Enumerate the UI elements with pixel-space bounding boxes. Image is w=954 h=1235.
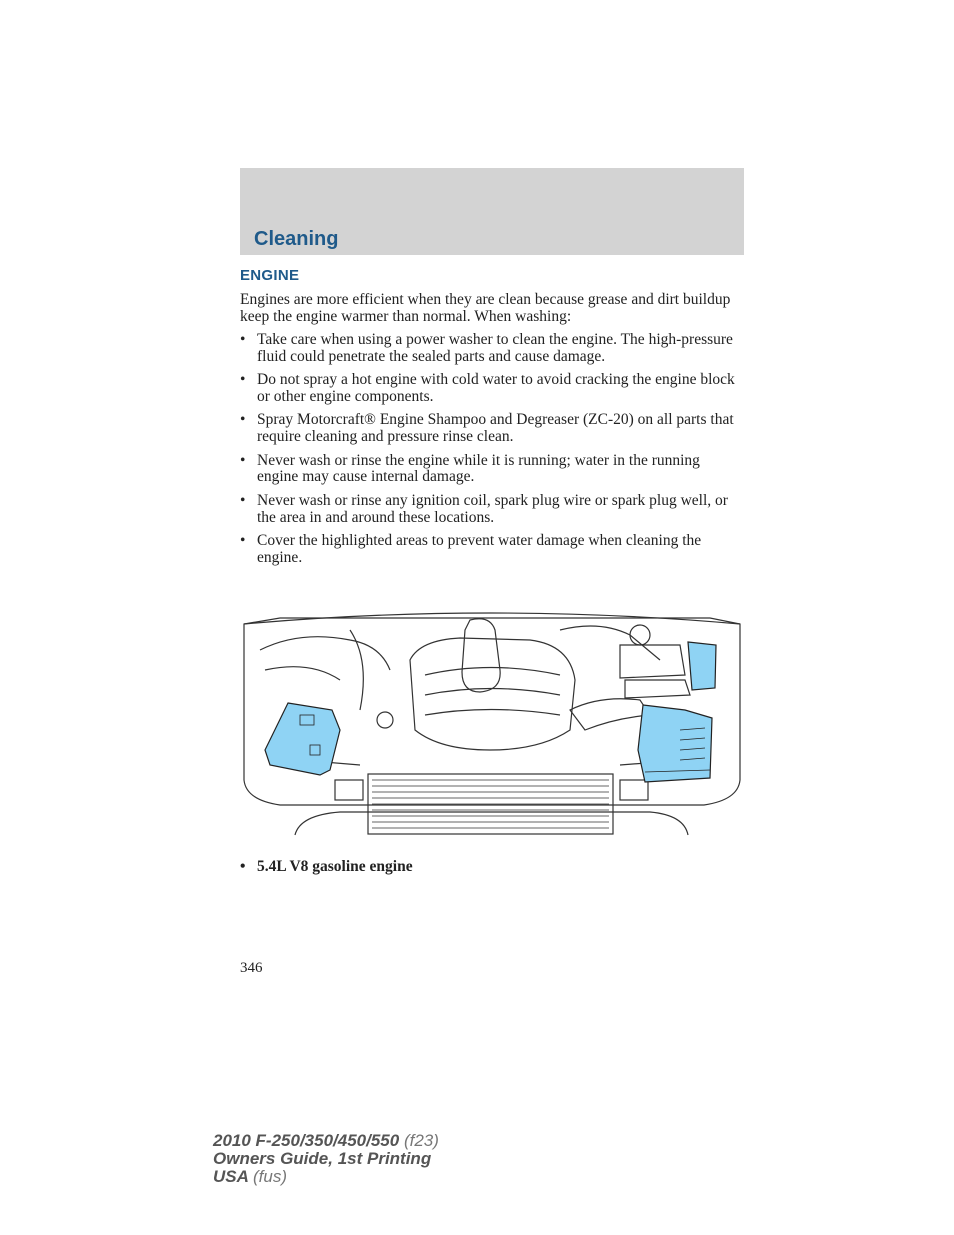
list-item: • Take care when using a power washer to clean the engine. The high-pressure fluid could penetrate the sealed parts and cause damage. <box>240 332 740 366</box>
list-item: • Cover the highlighted areas to prevent water damage when cleaning the engine. <box>240 533 740 567</box>
footer-line-3 <box>213 1168 439 1186</box>
footer <box>213 1132 439 1186</box>
list-item: • Spray Motorcraft® Engine Shampoo and Degreaser (ZC-20) on all parts that require cleaning and pressure rinse clean. <box>240 412 740 446</box>
list-item: • Do not spray a hot engine with cold water to avoid cracking the engine block or other engine components. <box>240 372 740 406</box>
list-item: • Never wash or rinse the engine while it is running; water in the running engine may cause internal damage. <box>240 453 740 487</box>
washing-tips-list <box>240 332 740 573</box>
footer-region: USA <box>213 1167 249 1186</box>
figure-caption: • 5.4L V8 gasoline engine <box>240 858 413 876</box>
highlight-relay-box <box>688 642 716 690</box>
footer-model-code: (f23) <box>403 1131 439 1150</box>
engine-illustration <box>240 600 744 840</box>
intro-paragraph: Engines are more efficient when they are clean because grease and dirt buildup keep the engine warmer than normal. When washing: <box>240 291 731 325</box>
engine-bay-drawing <box>240 600 744 840</box>
header-band <box>240 168 744 255</box>
footer-model: 2010 F-250/350/450/550 <box>213 1131 400 1150</box>
section-heading: ENGINE <box>240 267 300 284</box>
footer-line-2: Owners Guide, 1st Printing <box>213 1149 432 1168</box>
page-number: 346 <box>240 960 263 976</box>
highlight-fuse-box <box>265 703 340 775</box>
chapter-title: Cleaning <box>254 228 339 250</box>
footer-line-1 <box>213 1132 439 1150</box>
list-item: • Never wash or rinse any ignition coil, spark plug wire or spark plug well, or the area in and around these locations. <box>240 493 740 527</box>
footer-region-code: (fus) <box>253 1167 287 1186</box>
